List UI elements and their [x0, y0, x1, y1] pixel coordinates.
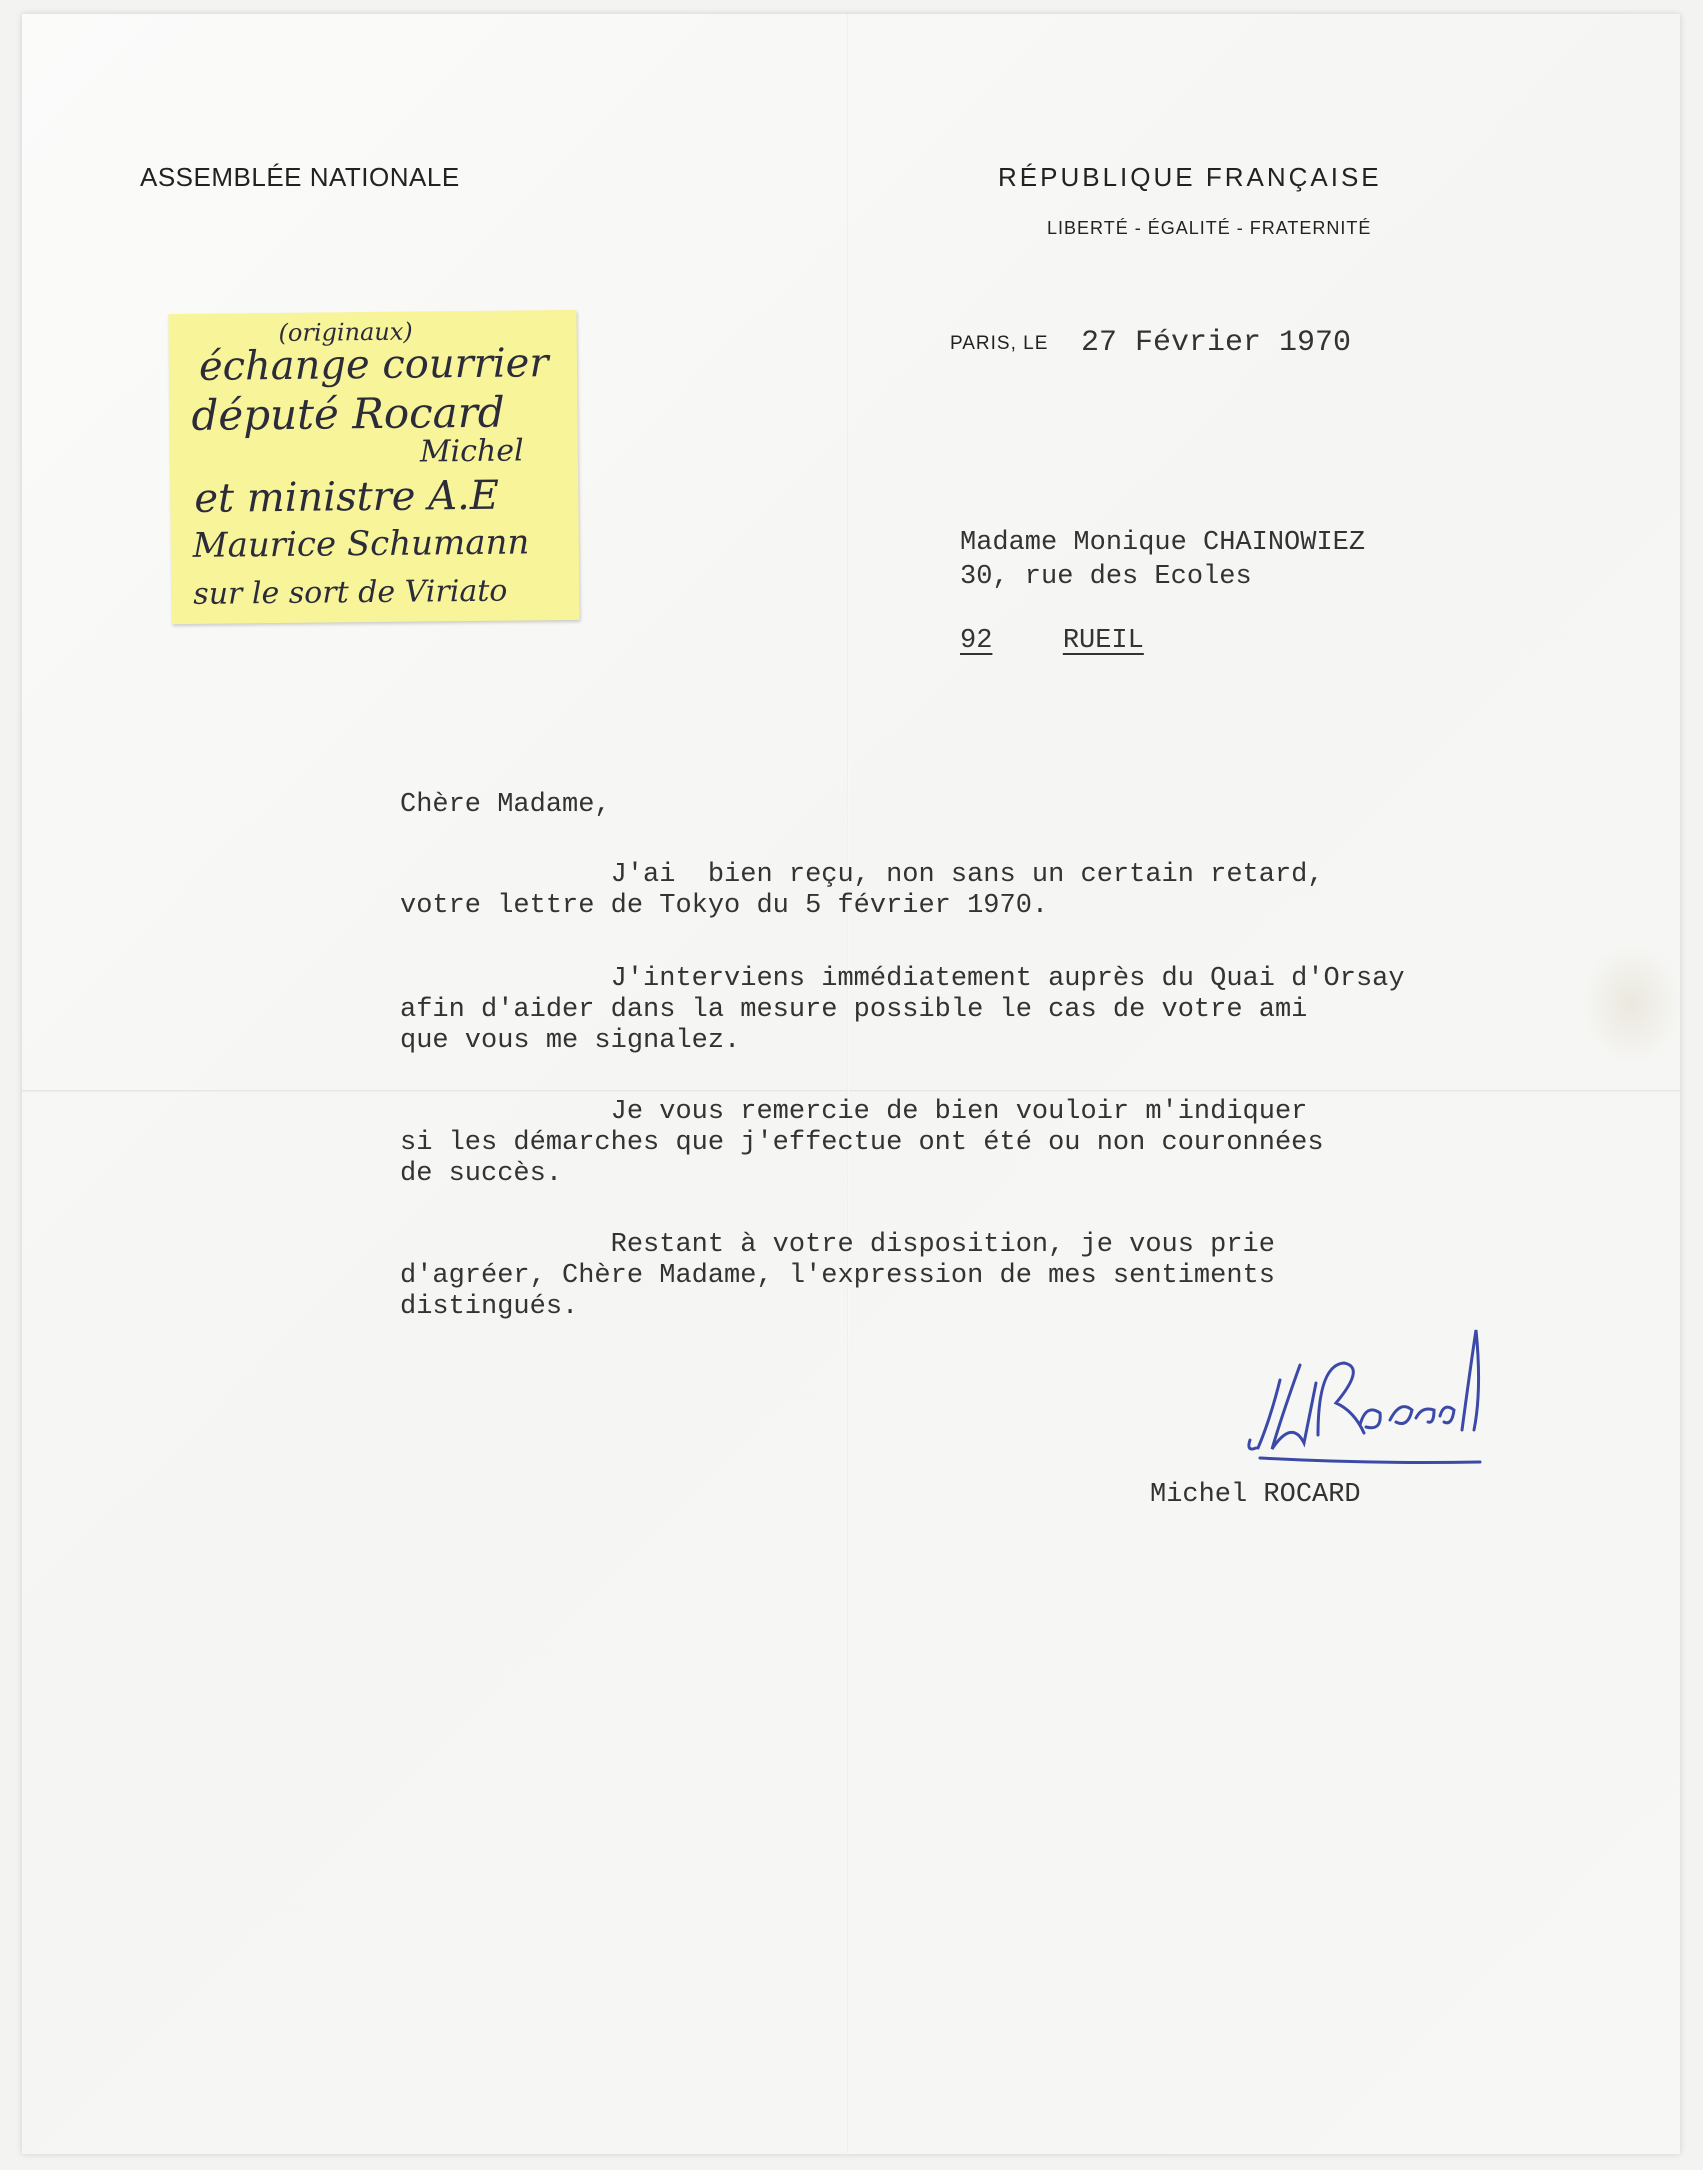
paragraph-1: J'ai bien reçu, non sans un certain retard, votre lettre de Tokyo du 5 février 1970. [400, 860, 1324, 921]
date-prefix: PARIS, LE [950, 333, 1049, 354]
sticky-note-handwriting [168, 310, 579, 624]
recipient-name: Madame Monique CHAINOWIEZ [960, 528, 1366, 558]
note-line-5: et ministre A.E [194, 472, 500, 522]
note-line-7: sur le sort de Viriato [193, 573, 508, 612]
handwritten-signature [1240, 1320, 1500, 1480]
letterhead-motto: LIBERTÉ - ÉGALITÉ - FRATERNITÉ [1047, 218, 1372, 238]
note-line-2: échange courrier [198, 340, 549, 390]
paragraph-2: J'interviens immédiatement auprès du Quai d'Orsay afin d'aider dans la mesure possible le cas de votre ami que vous me signalez. [400, 964, 1405, 1056]
paragraph-3: Je vous remercie de bien vouloir m'indiquer si les démarches que j'effectue ont été ou non couronnées de succès. [400, 1097, 1324, 1189]
salutation: Chère Madame, [400, 790, 611, 820]
letterhead-republic: RÉPUBLIQUE FRANÇAISE [998, 162, 1382, 192]
recipient-city: RUEIL [1062, 626, 1144, 656]
paragraph-4: Restant à votre disposition, je vous prie d'agréer, Chère Madame, l'expression de mes sentiments distingués. [400, 1230, 1275, 1322]
vertical-fold [847, 14, 849, 2154]
letter-date: 27 Février 1970 [1081, 326, 1352, 360]
sticky-note [168, 310, 579, 624]
note-line-4: Michel [419, 433, 524, 470]
paper-stain [1582, 944, 1682, 1064]
note-line-6: Maurice Schumann [192, 522, 530, 566]
letterhead-assembly: ASSEMBLÉE NATIONALE [140, 162, 460, 192]
note-line-1: (originaux) [278, 317, 413, 347]
recipient-city-line [960, 626, 1144, 656]
signer-name: Michel ROCARD [1150, 1480, 1361, 1510]
horizontal-fold [22, 1090, 1680, 1093]
note-line-3: député Rocard [191, 387, 505, 440]
recipient-postal: 92 [960, 626, 993, 656]
recipient-street: 30, rue des Ecoles [960, 562, 1252, 592]
